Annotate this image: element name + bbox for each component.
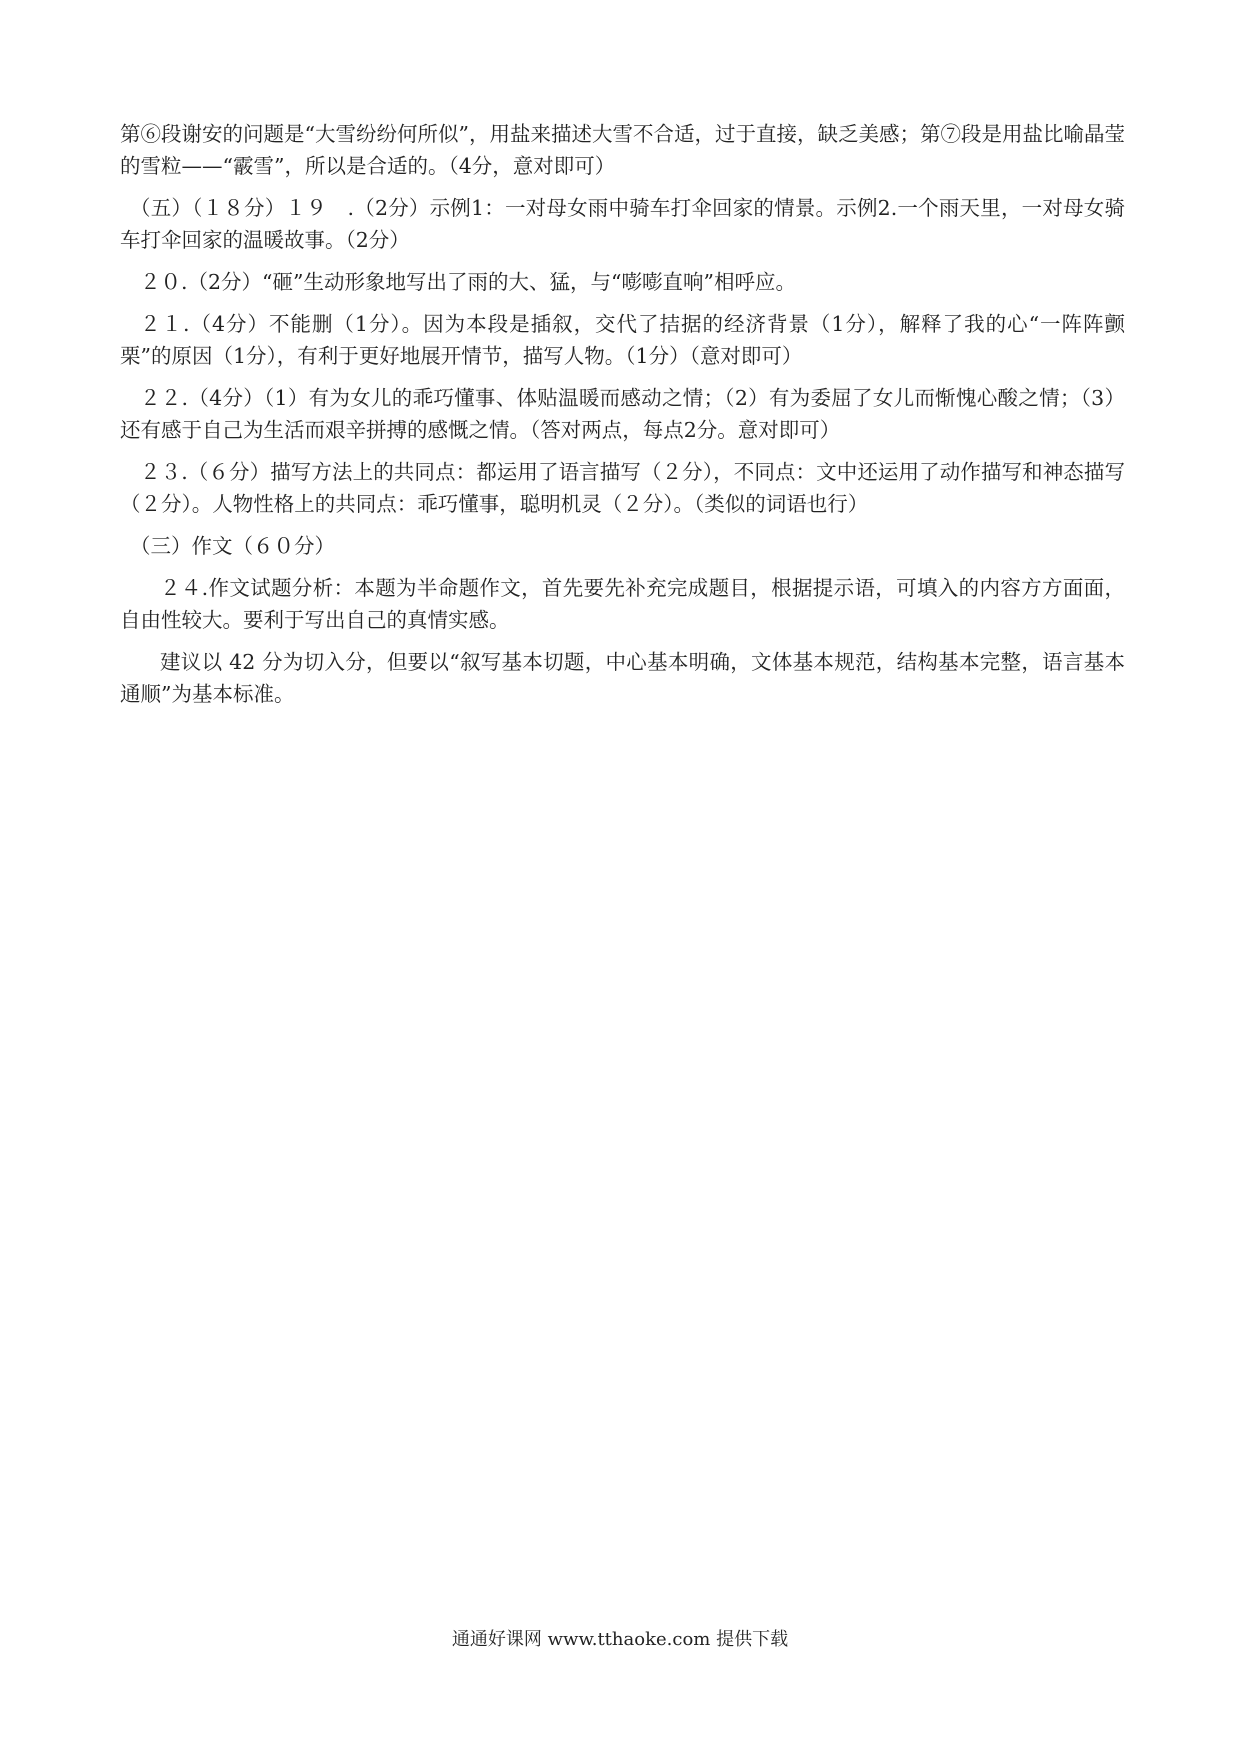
answer-q22: ２２.（4分）（1）有为女儿的乖巧懂事、体贴温暖而感动之情；（2）有为委屈了女儿而惭愧心酸之情；（3）还有感于自己为生活而艰辛拼搏的感慨之情。（答对两点，每点2分。意对即可） xyxy=(120,386,1125,442)
page-footer: 通通好课网 www.tthaoke.com 提供下载 xyxy=(451,1629,789,1650)
answer-q18-conclusion: 第⑥段谢安的问题是“大雪纷纷何所似”，用盐来描述大雪不合适，过于直接，缺乏美感；第⑦段是用盐比喻晶莹的雪粒——“霰雪”，所以是合适的。（4分，意对即可） xyxy=(120,122,1125,178)
answer-q24-analysis: ２４.作文试题分析：本题为半命题作文，首先要先补充完成题目，根据提示语，可填入的内容方方面面，自由性较大。要利于写出自己的真情实感。 xyxy=(120,576,1125,632)
answer-q20: ２０.（2分）“砸”生动形象地写出了雨的大、猛，与“嘭嘭直响”相呼应。 xyxy=(140,270,796,294)
answer-q23: ２３.（６分）描写方法上的共同点：都运用了语言描写（２分），不同点：文中还运用了动作描写和神态描写（２分）。人物性格上的共同点：乖巧懂事，聪明机灵（２分）。（类似的词语也行） xyxy=(120,460,1125,516)
section-composition-heading: （三）作文（６０分） xyxy=(130,534,335,558)
answer-q21: ２１.（4分）不能删（1分）。因为本段是插叙，交代了拮据的经济背景（1分），解释了我的心“一阵阵颤栗”的原因（1分），有利于更好地展开情节，描写人物。（1分）（意对即可） xyxy=(120,312,1125,368)
answer-key-body xyxy=(120,118,1125,710)
answer-q24-grading: 建议以 42 分为切入分，但要以“叙写基本切题，中心基本明确，文体基本规范，结构基本完整，语言基本通顺”为基本标准。 xyxy=(120,650,1125,706)
answer-section5-q19: （五）（１８分）１９ .（2分）示例1：一对母女雨中骑车打伞回家的情景。示例2.一个雨天里，一对母女骑车打伞回家的温暖故事。（2分） xyxy=(120,196,1125,252)
